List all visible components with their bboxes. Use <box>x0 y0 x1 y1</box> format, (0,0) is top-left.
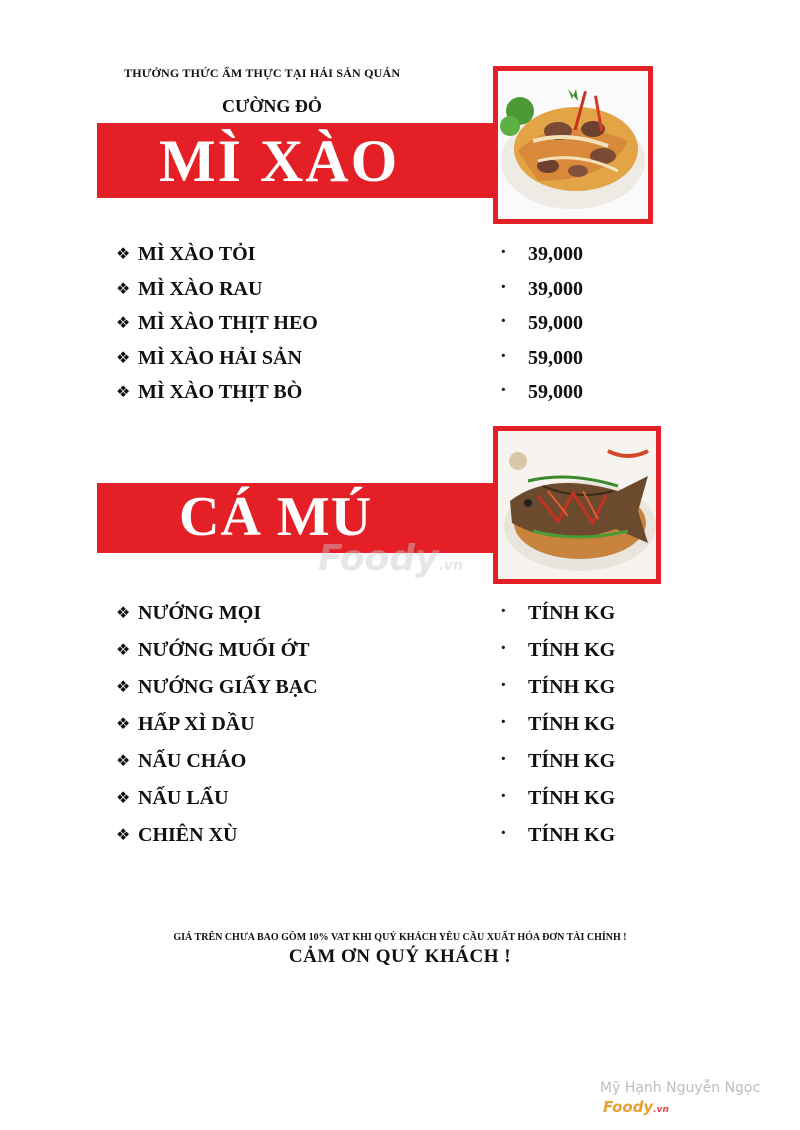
dish-price: 59,000 <box>528 312 583 334</box>
dish-name: MÌ XÀO RAU <box>138 277 263 300</box>
menu-item <box>116 712 676 749</box>
menu-item <box>116 311 676 346</box>
separator: · <box>500 785 507 807</box>
foody-logo <box>603 1098 669 1116</box>
diamond-bullet-icon: ❖ <box>116 677 131 696</box>
foody-logo-suffix: .vn <box>653 1105 669 1115</box>
separator: · <box>500 241 507 263</box>
tagline: THƯỞNG THỨC ẨM THỰC TẠI HẢI SẢN QUÁN <box>124 66 401 80</box>
dish-price: 59,000 <box>528 346 583 369</box>
separator: · <box>500 674 507 696</box>
dish-price: TÍNH KG <box>528 824 616 846</box>
dish-name: NƯỚNG GIẤY BẠC <box>138 676 318 698</box>
menu-item <box>116 749 676 786</box>
section-title: CÁ MÚ <box>179 486 373 548</box>
dish-name: HẤP XÌ DẦU <box>138 713 255 735</box>
foody-logo-text: Foody <box>603 1098 654 1116</box>
dish-price: 39,000 <box>528 243 583 265</box>
dish-name: NƯỚNG MUỐI ỚT <box>138 639 310 661</box>
dish-price: TÍNH KG <box>528 787 616 809</box>
dish-name: MÌ XÀO TỎI <box>138 243 256 265</box>
separator: · <box>500 275 507 298</box>
dish-price: TÍNH KG <box>528 639 616 661</box>
menu-item <box>116 786 676 823</box>
thank-you: CẢM ƠN QUÝ KHÁCH ! <box>288 946 512 967</box>
diamond-bullet-icon: ❖ <box>116 603 131 622</box>
noodles-illustration <box>498 71 648 219</box>
menu-item <box>116 277 676 312</box>
menu-item <box>116 675 676 712</box>
separator: · <box>500 711 507 733</box>
diamond-bullet-icon: ❖ <box>116 714 131 733</box>
separator: · <box>500 748 507 770</box>
menu-list-grouper <box>116 601 676 860</box>
separator: · <box>500 600 507 622</box>
dish-price: 59,000 <box>528 381 583 403</box>
separator: · <box>500 637 507 659</box>
separator: · <box>500 344 507 367</box>
dish-price: TÍNH KG <box>528 676 616 698</box>
grouper-illustration <box>498 431 656 579</box>
dish-price: TÍNH KG <box>528 602 616 624</box>
watermark-suffix: .vn <box>438 558 463 574</box>
diamond-bullet-icon: ❖ <box>116 751 131 770</box>
diamond-bullet-icon: ❖ <box>116 640 131 659</box>
dish-name: NẤU LẨU <box>138 787 229 809</box>
dish-name: NƯỚNG MỌI <box>138 602 262 624</box>
separator: · <box>500 310 507 332</box>
watermark-text: Foody <box>318 538 439 579</box>
grouper-photo <box>493 426 661 584</box>
diamond-bullet-icon: ❖ <box>116 825 131 844</box>
section-banner-noodles <box>97 123 537 198</box>
diamond-bullet-icon: ❖ <box>116 347 131 367</box>
diamond-bullet-icon: ❖ <box>116 313 131 332</box>
dish-name: MÌ XÀO HẢI SẢN <box>138 346 302 369</box>
noodles-photo <box>493 66 653 224</box>
menu-item <box>116 346 676 381</box>
dish-name: MÌ XÀO THỊT BÒ <box>138 381 303 403</box>
section-title: MÌ XÀO <box>159 128 400 194</box>
menu-list-noodles <box>116 242 676 415</box>
dish-price: TÍNH KG <box>528 713 616 735</box>
menu-item <box>116 638 676 675</box>
vat-note: GIÁ TRÊN CHƯA BAO GỒM 10% VAT KHI QUÝ KHÁCH YÊU CẦU XUẤT HÓA ĐƠN TÀI CHÍNH ! <box>173 932 627 943</box>
dish-price: TÍNH KG <box>528 750 616 772</box>
photo-credit: Mỹ Hạnh Nguyễn Ngọc <box>600 1080 761 1096</box>
diamond-bullet-icon: ❖ <box>116 278 131 298</box>
diamond-bullet-icon: ❖ <box>116 788 131 807</box>
separator: · <box>500 822 507 844</box>
restaurant-name: CƯỜNG ĐỎ <box>222 96 322 116</box>
dish-name: CHIÊN XÙ <box>138 824 238 846</box>
diamond-bullet-icon: ❖ <box>116 382 131 401</box>
dish-name: NẤU CHÁO <box>138 750 247 772</box>
menu-item <box>116 380 676 415</box>
dish-price: 39,000 <box>528 277 583 300</box>
diamond-bullet-icon: ❖ <box>116 244 131 263</box>
separator: · <box>500 379 507 401</box>
dish-name: MÌ XÀO THỊT HEO <box>138 312 318 334</box>
menu-item <box>116 601 676 638</box>
menu-item <box>116 823 676 860</box>
menu-item <box>116 242 676 277</box>
foody-watermark <box>318 538 463 579</box>
